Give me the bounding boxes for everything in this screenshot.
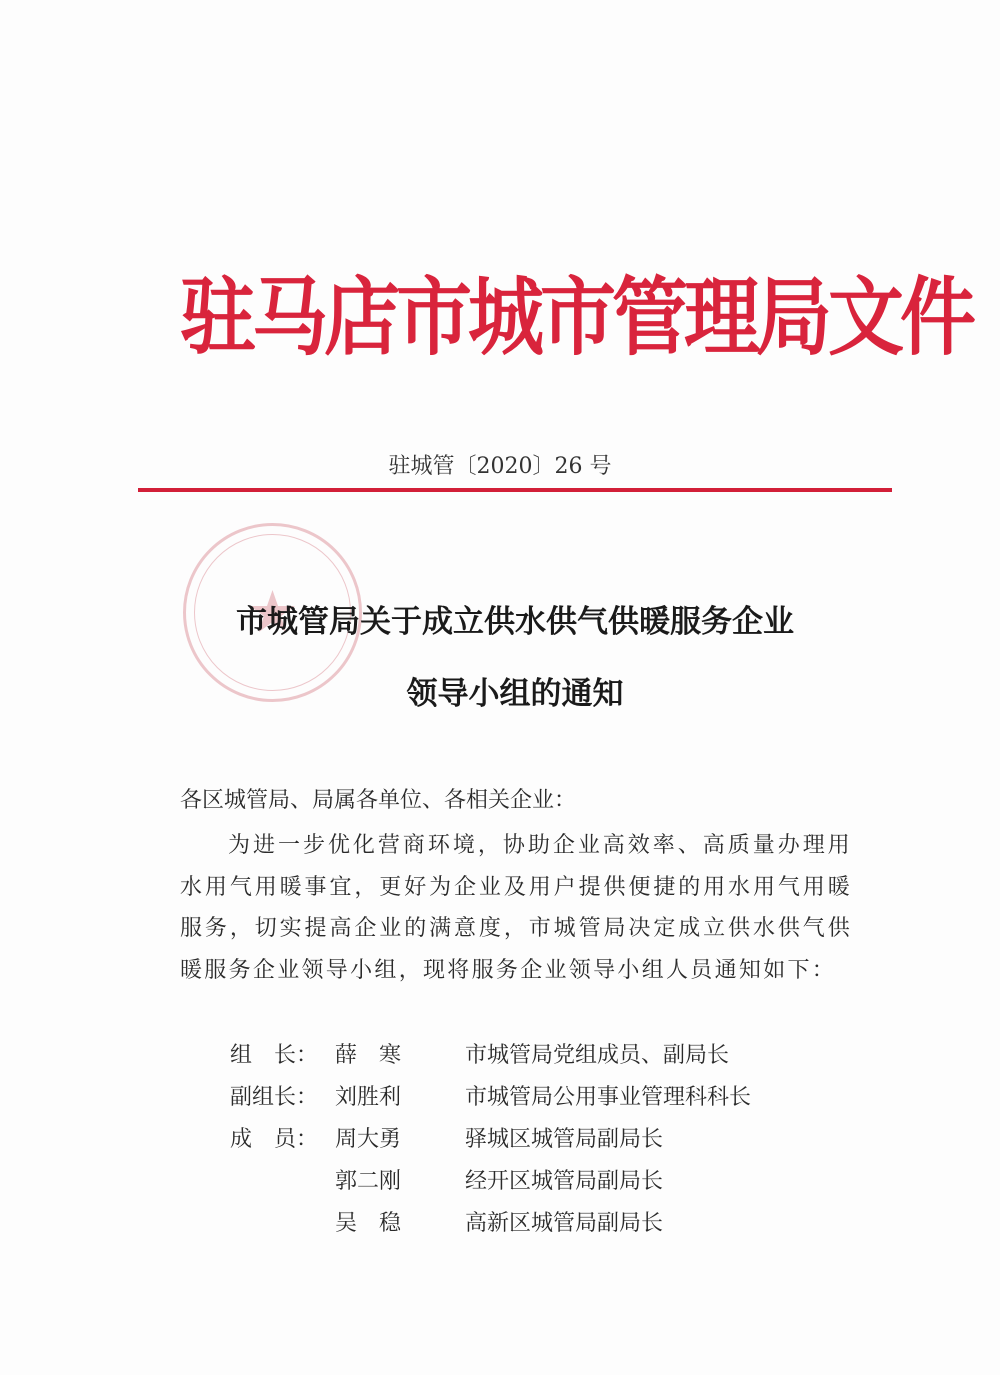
document-header-title: 驻马店市城市管理局文件 — [180, 267, 972, 368]
member-title: 市城管局党组成员、副局长 — [465, 1043, 730, 1068]
member-role: 成 员： — [230, 1127, 319, 1152]
member-name: 刘胜利 — [335, 1085, 402, 1110]
notice-title-line-2: 领导小组的通知 — [406, 676, 624, 712]
member-title: 驿城区城管局副局长 — [465, 1127, 664, 1152]
member-name: 吴 稳 — [335, 1211, 402, 1236]
document-number: 驻城管〔2020〕26 号 — [388, 454, 612, 479]
member-row — [230, 1077, 870, 1119]
member-title: 高新区城管局副局长 — [465, 1211, 664, 1236]
salutation: 各区城管局、局属各单位、各相关企业： — [180, 788, 577, 813]
member-role — [230, 1203, 335, 1245]
member-title: 市城管局公用事业管理科科长 — [465, 1085, 752, 1110]
member-row — [230, 1203, 870, 1245]
member-role: 组 长： — [230, 1043, 319, 1068]
member-role — [230, 1161, 335, 1203]
member-name: 郭二刚 — [335, 1169, 402, 1194]
member-row — [230, 1119, 870, 1161]
member-title: 经开区城管局副局长 — [465, 1169, 664, 1194]
notice-title-line-1: 市城管局关于成立供水供气供暖服务企业 — [236, 604, 794, 640]
member-name: 周大勇 — [335, 1127, 402, 1152]
member-row — [230, 1035, 870, 1077]
body-paragraph: 为进一步优化营商环境，协助企业高效率、高质量办理用水用气用暖事宜，更好为企业及用户提供便捷的用水用气用暖服务，切实提高企业的满意度，市城管局决定成立供水供气供暖服务企业领导小组，现将服务企业领导小组人员通知如下： — [180, 833, 852, 983]
member-role: 副组长： — [230, 1085, 319, 1110]
member-list — [230, 1035, 870, 1245]
member-row — [230, 1161, 870, 1203]
member-name: 薛 寒 — [335, 1043, 402, 1068]
red-divider-line — [138, 488, 892, 492]
